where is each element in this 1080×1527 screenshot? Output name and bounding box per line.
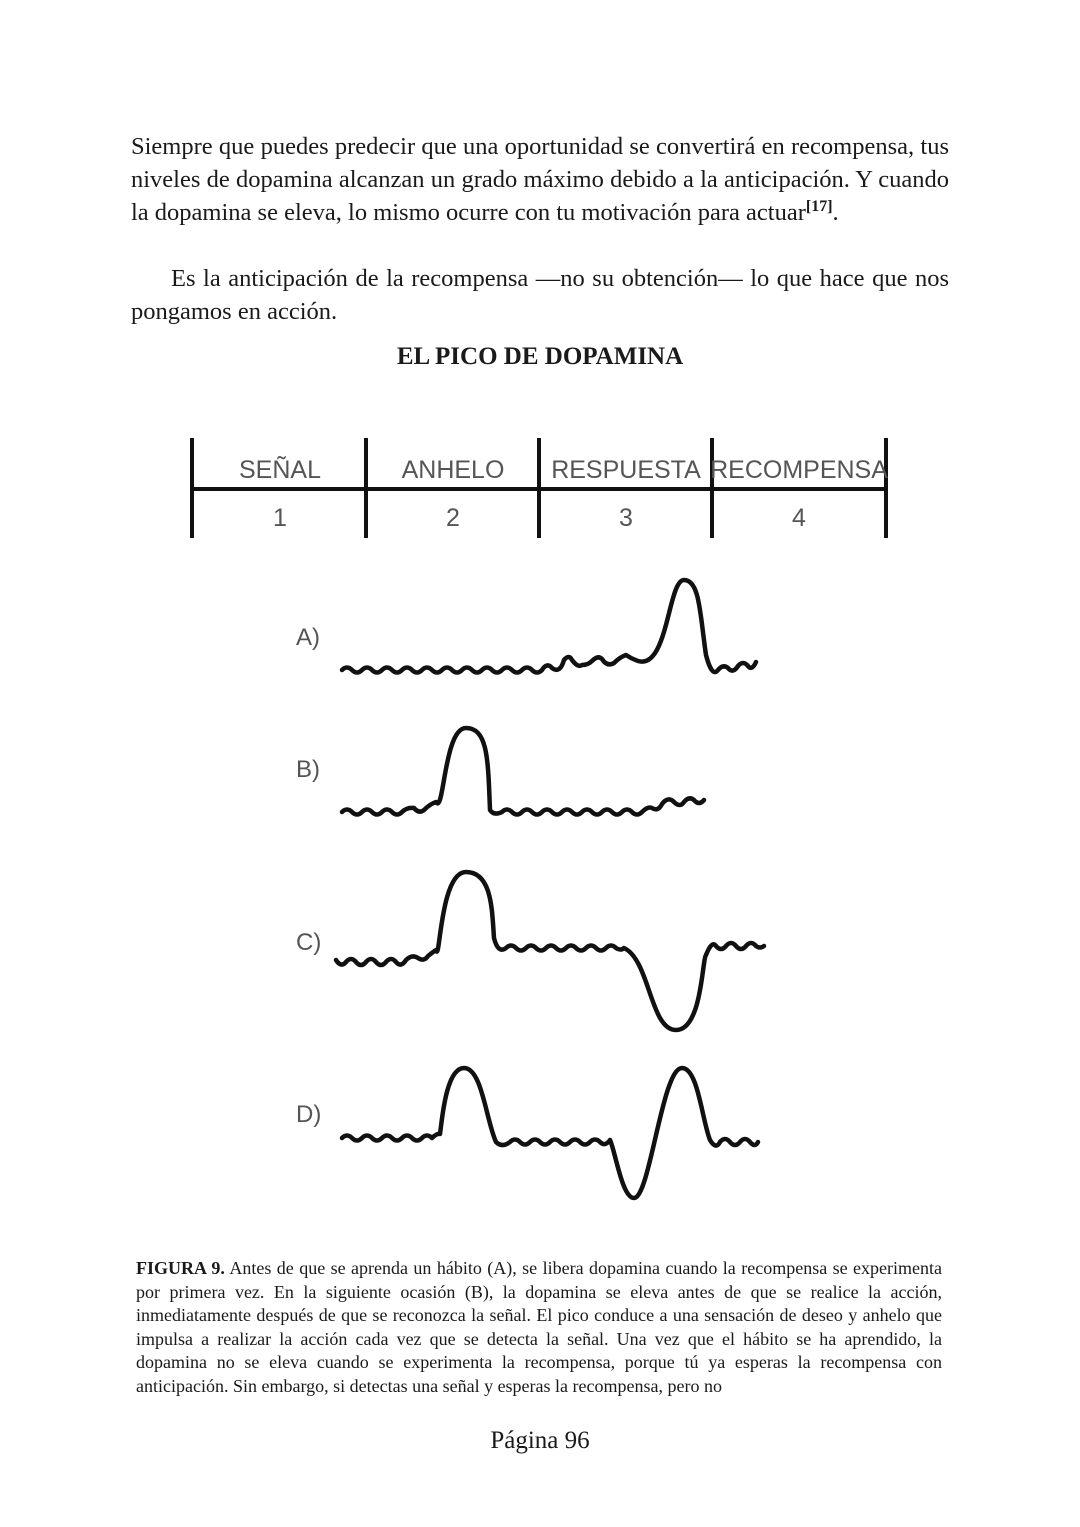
row-label-a: A) bbox=[296, 624, 320, 651]
stage-number-2: 2 bbox=[446, 504, 460, 532]
stage-number-3: 3 bbox=[619, 504, 633, 532]
stage-label-anhelo: ANHELO bbox=[401, 456, 505, 484]
dopamine-wave-d bbox=[342, 1068, 758, 1198]
stage-label-respuesta: RESPUESTA bbox=[551, 456, 701, 484]
footnote-reference-17[interactable]: [17] bbox=[805, 198, 833, 215]
figure-caption-label: FIGURA 9. bbox=[136, 1258, 225, 1278]
row-label-b: B) bbox=[296, 756, 320, 783]
figure-caption bbox=[136, 1257, 942, 1398]
dopamine-peak-diagram bbox=[0, 420, 1080, 1240]
paragraph-1-end: . bbox=[832, 199, 839, 226]
row-c bbox=[296, 872, 764, 1030]
row-label-c: C) bbox=[296, 929, 322, 956]
stage-number-4: 4 bbox=[792, 504, 806, 532]
figure-title: EL PICO DE DOPAMINA bbox=[396, 343, 684, 370]
page-number: Página 96 bbox=[490, 1427, 590, 1454]
stage-label-senal: SEÑAL bbox=[239, 456, 321, 484]
stage-number-1: 1 bbox=[273, 504, 287, 532]
row-b bbox=[296, 728, 704, 815]
dopamine-wave-a bbox=[342, 580, 756, 673]
row-a bbox=[296, 580, 756, 673]
row-label-d: D) bbox=[296, 1101, 322, 1128]
paragraph-1 bbox=[131, 130, 949, 229]
dopamine-wave-b bbox=[342, 728, 704, 815]
stage-timeline bbox=[192, 438, 888, 538]
stage-label-recompensa: RECOMPENSA bbox=[710, 456, 888, 484]
paragraph-1-text: Siempre que puedes predecir que una oportunidad se convertirá en recompensa, tus niveles de dopamina alcanzan un grado máximo debido a la anticipación. Y cuando la dopamina se eleva, lo mismo ocurre con tu motivación para actuar bbox=[131, 133, 949, 226]
figure-caption-text: Antes de que se aprenda un hábito (A), se libera dopamina cuando la recompensa se experimenta por primera vez. En la siguiente ocasión (B), la dopamina se eleva antes de que se realice la acción, inmediatamente después de que se reconozca la señal. El pico conduce a una sensación de deseo y anhelo que impulsa a realizar la acción cada vez que se detecta la señal. Una vez que el hábito se ha aprendido, la dopamina no se eleva cuando se experimenta la recompensa, porque tú ya esperas la recompensa con anticipación. Sin embargo, si detectas una señal y esperas la recompensa, pero no bbox=[136, 1258, 942, 1396]
dopamine-wave-c bbox=[336, 872, 764, 1030]
paragraph-2-text: Es la anticipación de la recompensa —no su obtención— lo que hace que nos pongamos en acción. bbox=[131, 265, 949, 325]
paragraph-2 bbox=[131, 262, 949, 328]
row-d bbox=[296, 1068, 758, 1198]
